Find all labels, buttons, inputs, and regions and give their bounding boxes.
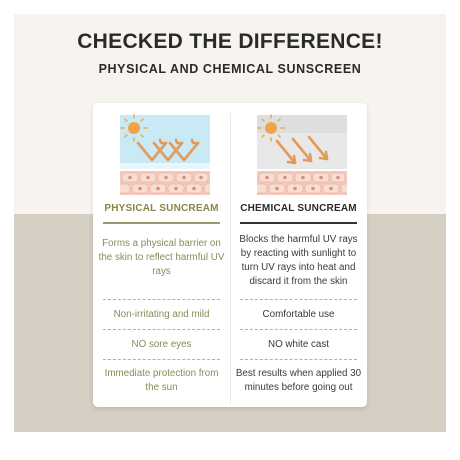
page-subtitle: PHYSICAL AND CHEMICAL SUNSCREEN <box>98 62 362 76</box>
row-divider <box>240 359 357 360</box>
skin-cells-icon <box>257 171 347 195</box>
chemical-column <box>230 103 367 407</box>
physical-row-2: Non-irritating and mild <box>113 309 210 320</box>
row-divider <box>240 329 357 330</box>
physical-title-rule <box>103 222 220 224</box>
row-divider <box>103 359 220 360</box>
physical-row-4: Immediate protection from the sun <box>104 368 219 393</box>
chemical-row-1: Blocks the harmful UV rays by reacting with sunlight to turn UV rays into heat and discard it from the skin <box>239 234 358 287</box>
physical-illustration-icon <box>120 113 210 195</box>
chemical-row-3: NO white cast <box>268 339 329 350</box>
physical-row-1: Forms a physical barrier on the skin to reflect harmful UV rays <box>98 238 225 277</box>
chemical-title: CHEMICAL SUNCREAM <box>240 203 357 214</box>
row-divider <box>240 299 357 300</box>
row-divider <box>103 299 220 300</box>
chemical-illustration-icon <box>257 113 347 195</box>
physical-title: PHYSICAL SUNCREAM <box>104 203 219 214</box>
chemical-row-2: Comfortable use <box>262 309 335 320</box>
chemical-row-4: Best results when applied 30 minutes before going out <box>235 368 362 393</box>
chemical-title-rule <box>240 222 357 224</box>
row-divider <box>103 329 220 330</box>
physical-row-3: NO sore eyes <box>131 339 192 350</box>
comparison-card <box>93 103 367 407</box>
physical-column <box>93 103 230 407</box>
page-title: CHECKED THE DIFFERENCE! <box>77 30 383 53</box>
barrier-layer <box>120 163 210 169</box>
skin-cells-icon <box>120 171 210 195</box>
